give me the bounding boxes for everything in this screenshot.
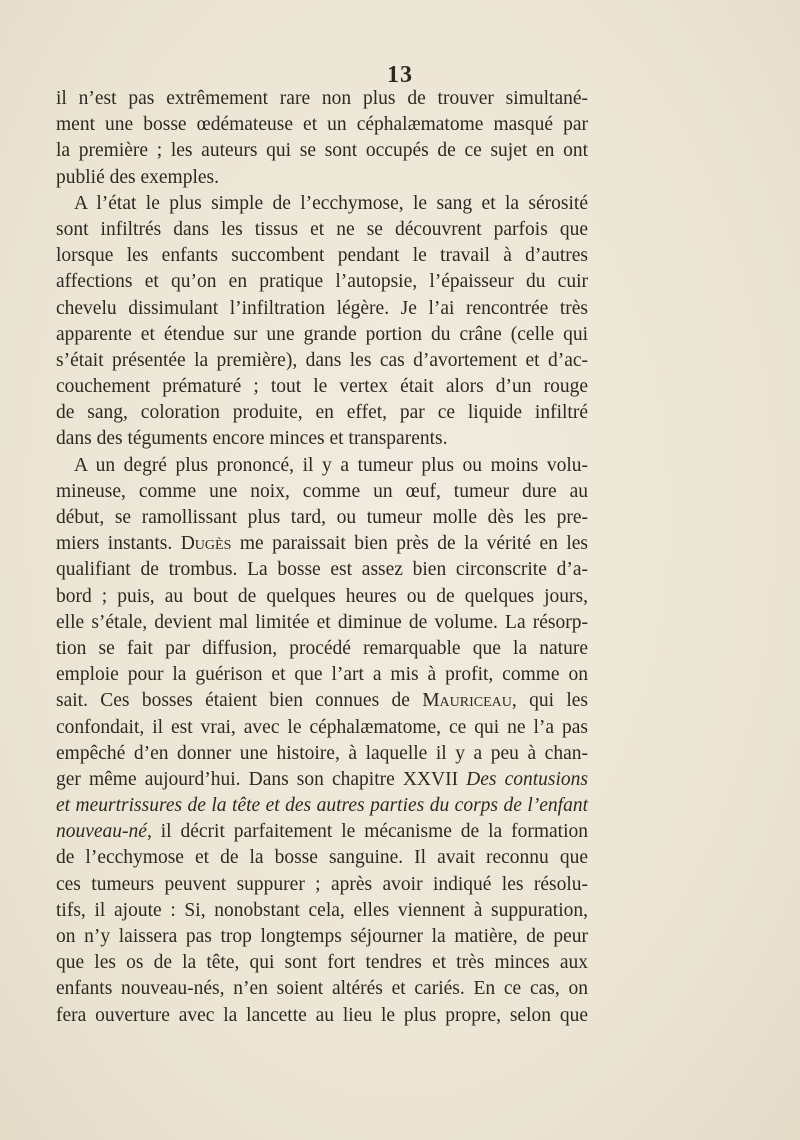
text-span: de sang, coloration produite, en effet, par ce liquide infiltré — [56, 402, 588, 424]
text-span: s’était présentée la première), dans les cas d’avortement et d’ac- — [56, 349, 588, 371]
text-line — [56, 872, 588, 898]
text-line — [56, 976, 588, 1002]
text-span: emploie pour la guérison et que l’art a mis à profit, comme on — [56, 664, 588, 686]
page-number: 13 — [387, 62, 413, 88]
text-line — [56, 86, 588, 112]
text-line — [56, 374, 588, 400]
text-span: miers instants. — [56, 533, 181, 555]
author-name: Mauriceau — [422, 690, 512, 712]
text-span: on n’y laissera pas trop longtemps séjourner la matière, de peur — [56, 926, 588, 947]
text-line — [56, 453, 588, 479]
text-line — [56, 112, 588, 138]
text-line — [56, 741, 588, 767]
text-span: sait. Ces bosses étaient bien connues de — [56, 690, 423, 712]
text-span: me paraissait bien près de la vérité en les — [231, 533, 588, 555]
text-line — [56, 243, 588, 269]
author-name: Dugès — [180, 533, 232, 555]
italic-title: nouveau-né — [56, 821, 147, 843]
text-span: enfants nouveau-nés, n’en soient altérés et cariés. En ce cas, on — [56, 978, 588, 1000]
text-line — [56, 662, 588, 688]
text-span: sont infiltrés dans les tissus et ne se découvrent parfois que — [56, 218, 588, 240]
text-span: couchement prématuré ; tout le vertex était alors d’un rouge — [56, 376, 588, 398]
text-line — [56, 269, 588, 295]
text-span: , qui les — [511, 690, 588, 712]
text-span: tifs, il ajoute : Si, nonobstant cela, elles viennent à suppuration, — [56, 899, 588, 921]
text-span: bord ; puis, au bout de quelques heures ou de quelques jours, — [56, 585, 588, 607]
text-span: tion se fait par diffusion, procédé remarquable que la nature — [56, 637, 588, 659]
text-line — [56, 898, 588, 924]
text-line — [56, 400, 588, 426]
text-line — [56, 636, 588, 662]
text-line — [56, 348, 588, 374]
text-line — [56, 217, 588, 243]
text-line — [56, 557, 588, 583]
text-span: que les os de la tête, qui sont fort tendres et très minces aux — [56, 952, 588, 974]
text-line — [56, 165, 588, 191]
text-line — [56, 322, 588, 348]
text-span: ger même aujourd’hui. Dans son chapitre XXVII — [56, 768, 467, 790]
text-span: de l’ecchymose et de la bosse sanguine. Il avait reconnu que — [56, 847, 588, 869]
text-span: chevelu dissimulant l’infiltration légère. Je l’ai rencontrée très — [56, 297, 588, 319]
text-span: dans des téguments encore minces et transparents. — [56, 428, 448, 450]
text-span: publié des exemples. — [56, 166, 219, 188]
text-line — [56, 584, 588, 610]
text-span: il n’est pas extrêmement rare non plus de trouver simultané- — [56, 88, 588, 109]
text-line — [56, 610, 588, 636]
text-span: A l’état le plus simple de l’ecchymose, le sang et la sérosité — [74, 192, 588, 214]
text-span: apparente et étendue sur une grande portion du crâne (celle qui — [56, 323, 588, 345]
text-line — [56, 950, 588, 976]
text-span: lorsque les enfants succombent pendant le travail à d’autres — [56, 245, 588, 267]
italic-title: et meurtrissures de la tête et des autres parties du corps de l’enfant — [56, 795, 588, 817]
text-line — [56, 793, 588, 819]
text-span: la première ; les auteurs qui se sont occupés de ce sujet en ont — [56, 140, 588, 162]
text-span: début, se ramollissant plus tard, ou tumeur molle dès les pre- — [56, 507, 588, 528]
text-span: qualifiant de trombus. La bosse est assez bien circonscrite d’a- — [56, 559, 588, 581]
text-span: confondait, il est vrai, avec le céphalæmatome, ce qui ne l’a pas — [56, 716, 588, 738]
text-span: mineuse, comme une noix, comme un œuf, tumeur dure au — [56, 480, 588, 502]
text-line — [56, 426, 588, 452]
text-span: affections et qu’on en pratique l’autopsie, l’épaisseur du cuir — [56, 271, 588, 293]
text-line — [56, 296, 588, 322]
text-span: fera ouverture avec la lancette au lieu le plus propre, selon que — [56, 1004, 588, 1026]
text-line — [56, 479, 588, 505]
italic-title: Des contusions — [466, 768, 588, 790]
text-line — [56, 924, 588, 950]
text-line — [56, 688, 588, 714]
text-span: elle s’étale, devient mal limitée et diminue de volume. La résorp- — [56, 611, 588, 633]
text-line — [56, 531, 588, 557]
text-line — [56, 845, 588, 871]
text-span: ment une bosse œdémateuse et un céphalæmatome masqué par — [56, 114, 588, 136]
text-span: empêché d’en donner une histoire, à laquelle il y a peu à chan- — [56, 742, 588, 764]
text-line — [56, 1003, 588, 1029]
body-text — [56, 86, 588, 1029]
text-line — [56, 138, 588, 164]
text-line — [56, 767, 588, 793]
text-span: , il décrit parfaitement le mécanisme de la formation — [146, 821, 588, 843]
text-span: ces tumeurs peuvent suppurer ; après avoir indiqué les résolu- — [56, 873, 588, 895]
text-line — [56, 191, 588, 217]
text-span: A un degré plus prononcé, il y a tumeur plus ou moins volu- — [74, 454, 588, 476]
text-line — [56, 505, 588, 531]
text-line — [56, 819, 588, 845]
text-line — [56, 715, 588, 741]
